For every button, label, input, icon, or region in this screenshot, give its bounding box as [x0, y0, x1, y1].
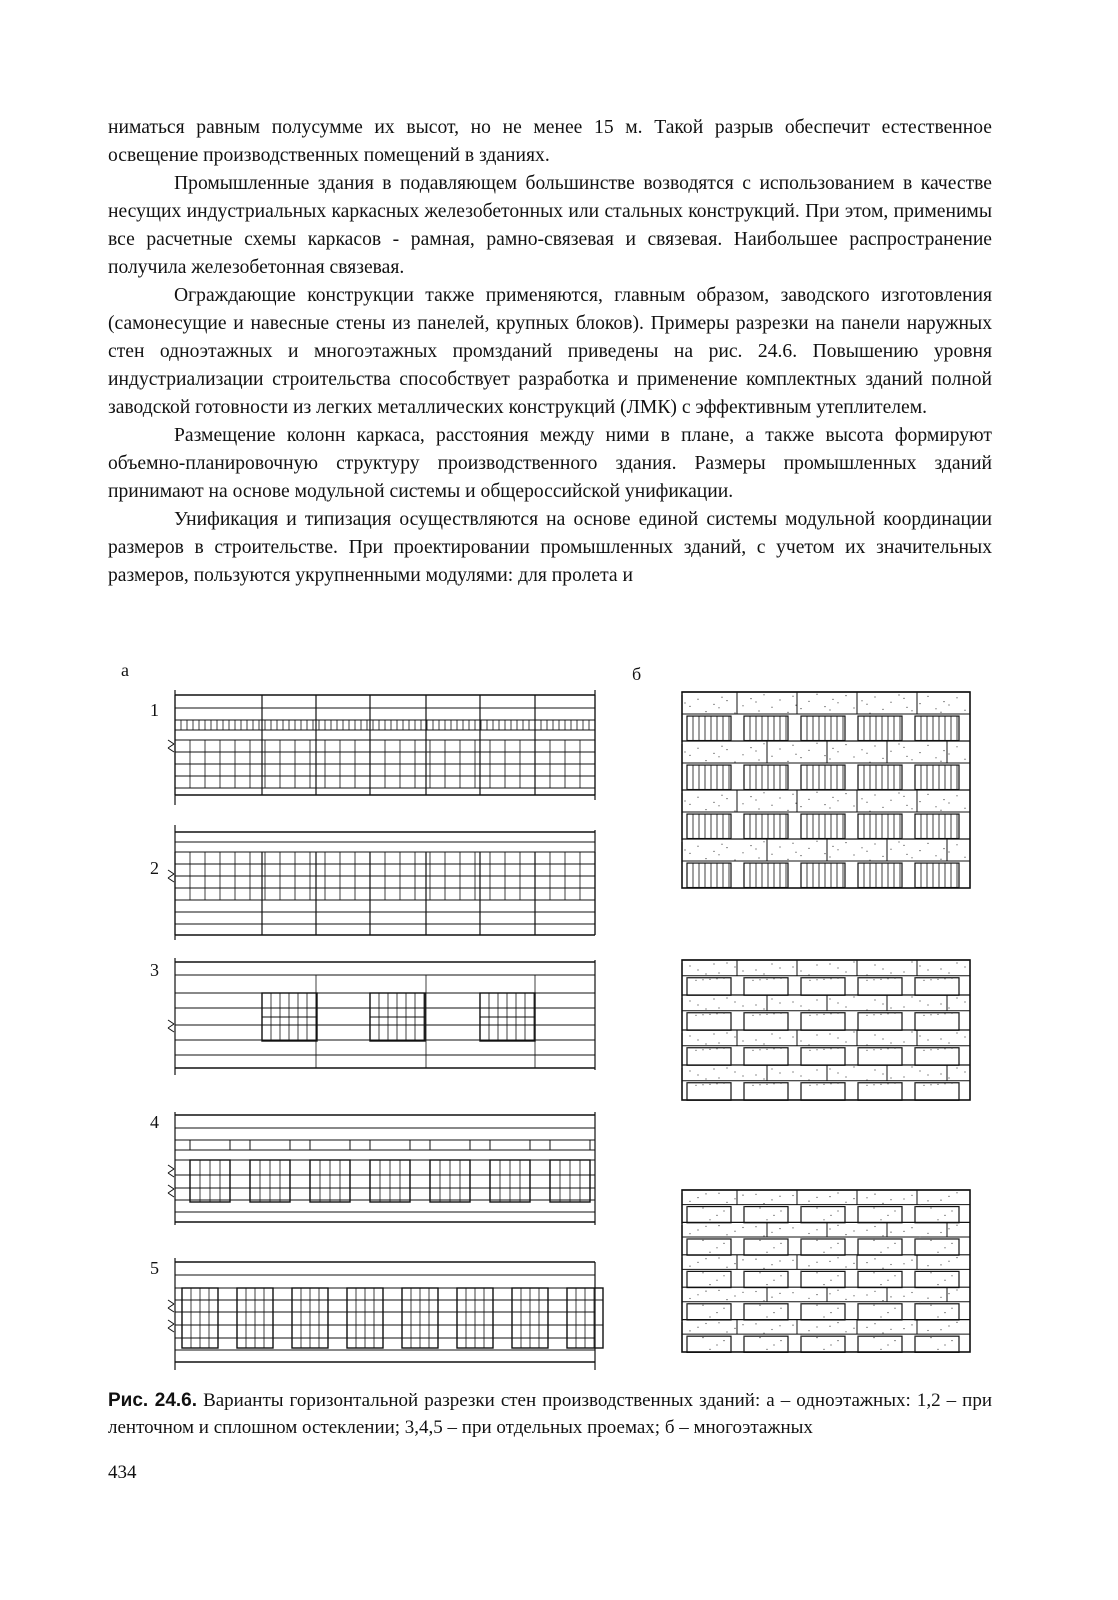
variant-label-3: 3 [150, 960, 159, 980]
variant-label-2: 2 [150, 858, 159, 878]
paragraph-5: Унификация и типизация осуществляются на основе единой системы модульной координации размеров в строительстве. При проектировании промышленных зданий, с учетом их значительных размеров, пользуются укрупненными модулями: для пролета и [108, 509, 992, 586]
paragraph-3: Ограждающие конструкции также применяются, главным образом, заводского изготовления (самонесущие и навесные стены из панелей, крупных блоков). Примеры разрезки на панели наружных стен одноэтажных и многоэтажных промзданий приведены на рис. 24.6. Повышению уровня индустриализации строительства способствует разработка и применение комплектных зданий полной заводской готовности из легких металлических конструкций (ЛМК) с эффективным утеплителем. [108, 285, 992, 418]
caption-text: Варианты горизонтальной разрезки стен производственных зданий: а – одноэтажных: 1,2 – при ленточном и сплошном остеклении; 3,4,5 – при отдельных проемах; б – многоэтажных [108, 1390, 992, 1438]
variant-label-5: 5 [150, 1258, 159, 1278]
paragraph-4: Размещение колонн каркаса, расстояния между ними в плане, а также высота формируют объемно-планировочную структуру производственного здания. Размеры промышленных зданий принимают на основе модульной системы и общероссийской унификации. [108, 425, 992, 502]
figure-label-b: б [632, 664, 642, 684]
variant-label-4: 4 [150, 1112, 159, 1132]
paragraph-2: Промышленные здания в подавляющем большинстве возводятся с использованием в качестве несущих индустриальных каркасных железобетонных или стальных конструкций. При этом, применимы все расчетные схемы каркасов - рамная, рамно-связевая и связевая. Наибольшее распространение получила железобетонная связевая. [108, 173, 992, 278]
caption-prefix: Рис. 24.6. [108, 1390, 198, 1411]
variant-label-1: 1 [150, 700, 159, 720]
figure-label-a: а [121, 660, 129, 680]
page-number: 434 [108, 1462, 137, 1483]
figure-caption [108, 1387, 992, 1441]
figure-panel-a [168, 690, 603, 1370]
paragraph-1: ниматься равным полусумме их высот, но не менее 15 м. Такой разрыв обеспечит естественное освещение производственных помещений в зданиях. [108, 117, 992, 166]
figure-panel-b [681, 692, 970, 1352]
